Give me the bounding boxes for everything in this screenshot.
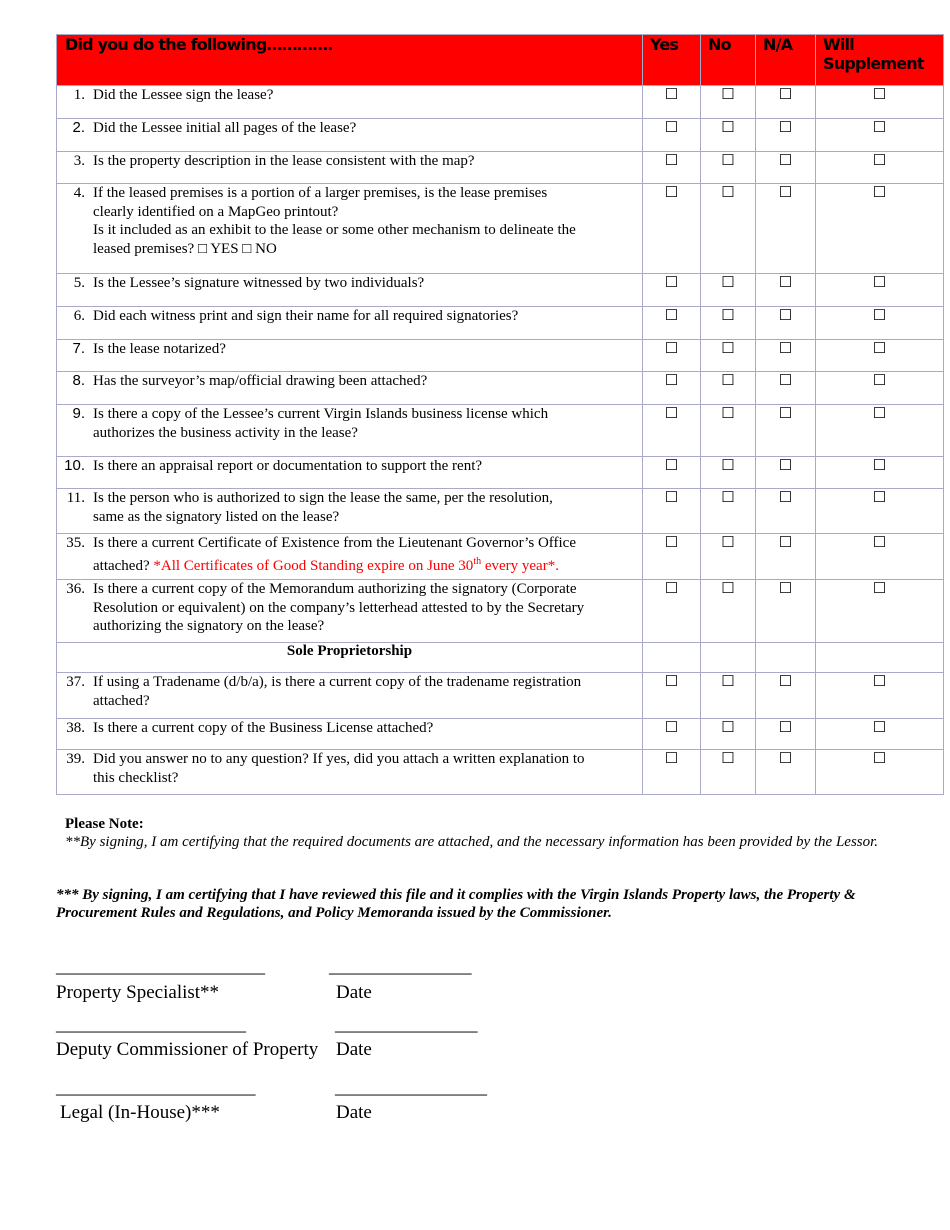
question-row xyxy=(57,274,944,307)
question-row xyxy=(57,372,944,405)
checkbox-na[interactable]: ☐ xyxy=(756,457,816,489)
checkbox-supplement[interactable]: ☐ xyxy=(816,340,944,372)
question-row xyxy=(57,750,944,795)
checkbox-na[interactable]: ☐ xyxy=(756,119,816,152)
question-line: Is there a current copy of the Business License attached? xyxy=(93,720,434,736)
question-text xyxy=(93,184,642,258)
checkbox-supplement[interactable]: ☐ xyxy=(816,152,944,184)
checkbox-no[interactable]: ☐ xyxy=(701,152,756,184)
question-line: leased premises? □ YES □ NO xyxy=(93,240,277,257)
question-line: If using a Tradename (d/b/a), is there a current copy of the tradename registration xyxy=(93,674,582,690)
question-line: attached? xyxy=(93,692,150,709)
header-question: Did you do the following…………. xyxy=(57,35,643,86)
question-line: Did each witness print and sign their name for all required signatories? xyxy=(93,308,519,324)
checkbox-na[interactable]: ☐ xyxy=(756,274,816,307)
question-row xyxy=(57,405,944,457)
label-date-2: Date xyxy=(336,1039,372,1060)
header-will: Will xyxy=(823,35,854,54)
checkbox-supplement[interactable]: ☐ xyxy=(816,719,944,750)
question-row xyxy=(57,86,944,119)
checkbox-supplement[interactable]: ☐ xyxy=(816,489,944,534)
question-line: Is the Lessee’s signature witnessed by two individuals? xyxy=(93,275,425,291)
checkbox-supplement[interactable]: ☐ xyxy=(816,119,944,152)
checkbox-yes[interactable]: ☐ xyxy=(643,489,701,534)
question-line: Is there a copy of the Lessee’s current Virgin Islands business license which xyxy=(93,406,549,422)
label-legal-in-house: Legal (In-House)*** xyxy=(60,1102,220,1123)
question-number: 2. xyxy=(72,119,85,136)
question-text xyxy=(93,307,642,326)
date-line-deputy[interactable]: _______________ xyxy=(335,1014,478,1035)
checkbox-supplement[interactable]: ☐ xyxy=(816,405,944,457)
checkbox-yes[interactable]: ☐ xyxy=(643,307,701,340)
question-number: 11. xyxy=(66,490,85,506)
question-row xyxy=(57,719,944,750)
question-cell xyxy=(57,274,643,307)
question-cell xyxy=(57,340,643,372)
question-number: 36. xyxy=(66,581,85,597)
question-line: clearly identified on a MapGeo printout? xyxy=(93,203,339,220)
question-cell xyxy=(57,673,643,719)
checkbox-supplement[interactable]: ☐ xyxy=(816,580,944,643)
checkbox-no[interactable]: ☐ xyxy=(701,307,756,340)
question-cell xyxy=(57,719,643,750)
question-number: 1. xyxy=(73,87,85,103)
checkbox-no[interactable]: ☐ xyxy=(701,405,756,457)
checkbox-supplement[interactable]: ☐ xyxy=(816,457,944,489)
header-no: No xyxy=(701,35,756,86)
expiry-warning-end: every year*. xyxy=(481,557,559,574)
header-na: N/A xyxy=(756,35,816,86)
question-line: Did you answer no to any question? If yes, did you attach a written explanation to xyxy=(93,751,585,767)
question-text xyxy=(93,340,642,359)
checkbox-no[interactable]: ☐ xyxy=(701,580,756,643)
checkbox-supplement[interactable]: ☐ xyxy=(816,372,944,405)
section-empty-cell xyxy=(756,643,816,673)
checkbox-no[interactable]: ☐ xyxy=(701,457,756,489)
checkbox-yes[interactable]: ☐ xyxy=(643,534,701,580)
checkbox-yes[interactable]: ☐ xyxy=(643,457,701,489)
question-row xyxy=(57,340,944,372)
question-row xyxy=(57,534,944,580)
signature-line-deputy[interactable]: ____________________ xyxy=(56,1014,246,1035)
question-line-text: attached? xyxy=(93,557,154,574)
question-text xyxy=(93,86,642,105)
question-number: 35. xyxy=(66,535,85,551)
checkbox-yes[interactable]: ☐ xyxy=(643,152,701,184)
question-text xyxy=(93,405,642,442)
note-title: Please Note: xyxy=(65,816,144,832)
label-property-specialist: Property Specialist** xyxy=(56,982,220,1003)
checkbox-no[interactable]: ☐ xyxy=(701,119,756,152)
checkbox-yes[interactable]: ☐ xyxy=(643,405,701,457)
question-cell xyxy=(57,489,643,534)
checkbox-na[interactable]: ☐ xyxy=(756,405,816,457)
question-number: 4. xyxy=(73,185,85,201)
question-row xyxy=(57,307,944,340)
question-number: 5. xyxy=(73,275,85,291)
question-cell xyxy=(57,119,643,152)
question-line: Is it included as an exhibit to the lease or some other mechanism to delineate the xyxy=(93,222,576,238)
header-will-supplement xyxy=(816,35,944,86)
date-line-legal[interactable]: ________________ xyxy=(335,1077,487,1098)
checkbox-no[interactable]: ☐ xyxy=(701,372,756,405)
checkbox-supplement[interactable]: ☐ xyxy=(816,184,944,274)
checkbox-na[interactable]: ☐ xyxy=(756,184,816,274)
question-cell xyxy=(57,86,643,119)
checkbox-na[interactable]: ☐ xyxy=(756,750,816,795)
checkbox-supplement[interactable]: ☐ xyxy=(816,750,944,795)
checkbox-supplement[interactable]: ☐ xyxy=(816,307,944,340)
question-cell xyxy=(57,534,643,580)
section-title: Sole Proprietorship xyxy=(57,643,643,673)
checkbox-no[interactable]: ☐ xyxy=(701,86,756,119)
question-cell xyxy=(57,457,643,489)
checkbox-yes[interactable]: ☐ xyxy=(643,86,701,119)
checkbox-no[interactable]: ☐ xyxy=(701,274,756,307)
question-cell xyxy=(57,307,643,340)
label-date-1: Date xyxy=(336,982,372,1003)
question-row xyxy=(57,152,944,184)
checkbox-yes[interactable]: ☐ xyxy=(643,719,701,750)
question-line: Is there an appraisal report or documentation to support the rent? xyxy=(93,458,483,474)
checkbox-no[interactable]: ☐ xyxy=(701,534,756,580)
question-text xyxy=(93,750,642,787)
question-cell xyxy=(57,152,643,184)
question-cell xyxy=(57,372,643,405)
checkbox-na[interactable]: ☐ xyxy=(756,152,816,184)
question-row xyxy=(57,673,944,719)
question-cell xyxy=(57,580,643,643)
question-line: authorizing the signatory on the lease? xyxy=(93,618,325,634)
question-row xyxy=(57,580,944,643)
question-text xyxy=(93,580,642,636)
question-number: 9. xyxy=(72,405,85,422)
question-line: Is the lease notarized? xyxy=(93,341,226,357)
header-supplement: Supplement xyxy=(823,54,924,73)
checkbox-no[interactable]: ☐ xyxy=(701,489,756,534)
checkbox-na[interactable]: ☐ xyxy=(756,489,816,534)
checkbox-yes[interactable]: ☐ xyxy=(643,372,701,405)
checkbox-na[interactable]: ☐ xyxy=(756,673,816,719)
checkbox-yes[interactable]: ☐ xyxy=(643,274,701,307)
certification-statement: *** By signing, I am certifying that I have reviewed this file and it complies with the Virgin Islands Property laws, the Property & Procurement Rules and Regulations, and Policy Memoranda issued by the Commissioner. xyxy=(56,887,856,921)
question-text xyxy=(93,372,642,391)
please-note xyxy=(65,815,885,851)
section-empty-cell xyxy=(701,643,756,673)
checkbox-no[interactable]: ☐ xyxy=(701,719,756,750)
question-number: 7. xyxy=(72,340,85,357)
checkbox-na[interactable]: ☐ xyxy=(756,372,816,405)
question-number: 37. xyxy=(66,674,85,690)
question-line: Is the property description in the lease consistent with the map? xyxy=(93,153,475,169)
question-text xyxy=(93,534,642,575)
question-row xyxy=(57,457,944,489)
section-empty-cell xyxy=(643,643,701,673)
checkbox-supplement[interactable]: ☐ xyxy=(816,673,944,719)
section-row xyxy=(57,643,944,673)
question-line xyxy=(93,553,642,576)
question-text xyxy=(93,673,642,710)
checkbox-na[interactable]: ☐ xyxy=(756,307,816,340)
checkbox-yes[interactable]: ☐ xyxy=(643,673,701,719)
note-body: **By signing, I am certifying that the required documents are attached, and the necessary information has been provided by the Lessor. xyxy=(65,834,879,850)
checkbox-supplement[interactable]: ☐ xyxy=(816,86,944,119)
checkbox-na[interactable]: ☐ xyxy=(756,534,816,580)
checkbox-yes[interactable]: ☐ xyxy=(643,184,701,274)
header-yes: Yes xyxy=(643,35,701,86)
checkbox-supplement[interactable]: ☐ xyxy=(816,534,944,580)
question-line: Did the Lessee initial all pages of the lease? xyxy=(93,120,357,136)
checkbox-yes[interactable]: ☐ xyxy=(643,750,701,795)
checklist-table xyxy=(56,34,944,795)
question-cell xyxy=(57,405,643,457)
question-line: Is the person who is authorized to sign the lease the same, per the resolution, xyxy=(93,490,553,506)
checkbox-na[interactable]: ☐ xyxy=(756,340,816,372)
question-number: 3. xyxy=(73,153,85,169)
question-number: 6. xyxy=(73,308,85,324)
section-empty-cell xyxy=(816,643,944,673)
question-row xyxy=(57,184,944,274)
question-line: Did the Lessee sign the lease? xyxy=(93,87,274,103)
question-number: 39. xyxy=(66,751,85,767)
question-line: Has the surveyor’s map/official drawing been attached? xyxy=(93,373,428,389)
question-line: authorizes the business activity in the lease? xyxy=(93,424,358,441)
checkbox-yes[interactable]: ☐ xyxy=(643,119,701,152)
question-line: If the leased premises is a portion of a larger premises, is the lease premises xyxy=(93,185,548,201)
question-number: 38. xyxy=(66,720,85,736)
checkbox-na[interactable]: ☐ xyxy=(756,719,816,750)
date-line-specialist[interactable]: _______________ xyxy=(329,956,472,977)
checkbox-no[interactable]: ☐ xyxy=(701,340,756,372)
question-row xyxy=(57,119,944,152)
question-line: Resolution or equivalent) on the company’s letterhead attested to by the Secretary xyxy=(93,599,585,616)
question-text xyxy=(93,457,642,476)
label-deputy-commissioner: Deputy Commissioner of Property xyxy=(56,1039,319,1060)
signature-line-legal[interactable]: _____________________ xyxy=(56,1077,256,1098)
question-number: 8. xyxy=(72,372,85,389)
question-text xyxy=(93,274,642,293)
question-text xyxy=(93,489,642,526)
checkbox-yes[interactable]: ☐ xyxy=(643,340,701,372)
question-text xyxy=(93,119,642,138)
checkbox-supplement[interactable]: ☐ xyxy=(816,274,944,307)
question-text xyxy=(93,719,642,738)
checkbox-na[interactable]: ☐ xyxy=(756,580,816,643)
question-line: Is there a current copy of the Memorandum authorizing the signatory (Corporate xyxy=(93,581,577,597)
checkbox-no[interactable]: ☐ xyxy=(701,750,756,795)
checkbox-no[interactable]: ☐ xyxy=(701,673,756,719)
checkbox-na[interactable]: ☐ xyxy=(756,86,816,119)
question-row xyxy=(57,489,944,534)
checkbox-no[interactable]: ☐ xyxy=(701,184,756,274)
question-line: same as the signatory listed on the lease? xyxy=(93,508,340,525)
question-line: this checklist? xyxy=(93,769,179,786)
question-cell xyxy=(57,750,643,795)
question-number: 10. xyxy=(64,457,85,474)
header-row xyxy=(57,35,944,86)
expiry-warning-sup: th xyxy=(473,555,482,567)
signature-line-specialist[interactable]: ______________________ xyxy=(56,956,265,977)
checkbox-yes[interactable]: ☐ xyxy=(643,580,701,643)
expiry-warning: *All Certificates of Good Standing expire on June 30 xyxy=(153,557,474,574)
question-cell xyxy=(57,184,643,274)
label-date-3: Date xyxy=(336,1102,372,1123)
question-text xyxy=(93,152,642,171)
question-line: Is there a current Certificate of Existence from the Lieutenant Governor’s Office xyxy=(93,535,576,551)
